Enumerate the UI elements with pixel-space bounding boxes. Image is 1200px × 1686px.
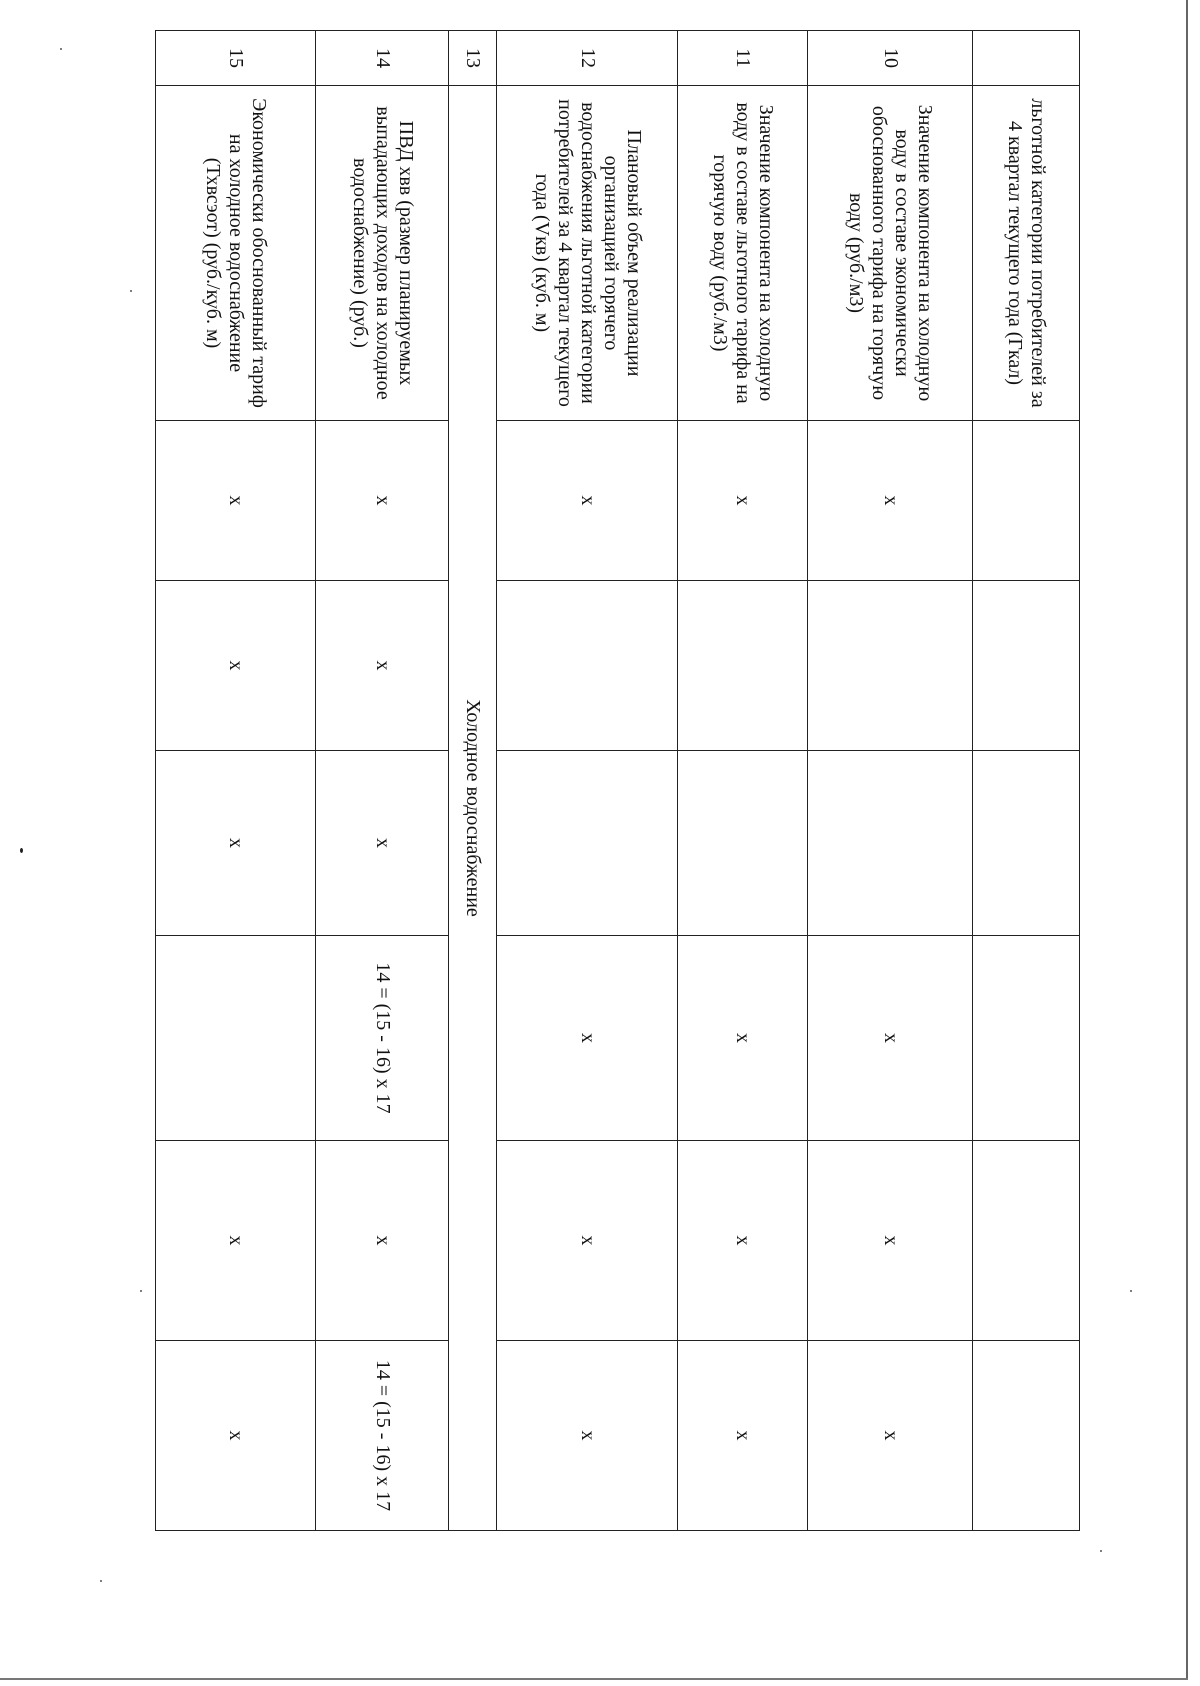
scan-speck [140, 1290, 142, 1292]
table-section-row [449, 31, 497, 1531]
table-cell: x [497, 1341, 678, 1531]
table-row [973, 31, 1080, 1531]
row-number: 14 [315, 31, 448, 86]
table-cell [973, 421, 1080, 581]
scan-speck [20, 848, 23, 853]
table-cell: x [315, 581, 448, 751]
row-number: 15 [156, 31, 316, 86]
table-cell: x [678, 1341, 808, 1531]
formula-cell: 14 = (15 - 16) x 17 [315, 936, 448, 1141]
row-number: 12 [497, 31, 678, 86]
table-cell [973, 1141, 1080, 1341]
row-number [973, 31, 1080, 86]
page-edge-right [1186, 0, 1188, 1680]
table-cell: x [156, 421, 316, 581]
table-cell: x [315, 751, 448, 936]
table-cell: x [497, 936, 678, 1141]
formula-cell: 14 = (15 - 16) x 17 [315, 1341, 448, 1531]
row-description: льготной категории потребителей за 4 квартал текущего года (Гкал) [973, 86, 1080, 421]
table-row [808, 31, 973, 1531]
row-number: 10 [808, 31, 973, 86]
table-cell: x [156, 1341, 316, 1531]
table-cell: x [808, 421, 973, 581]
table-cell: x [678, 421, 808, 581]
table-row [156, 31, 316, 1531]
table-cell: x [678, 1141, 808, 1341]
table-cell [497, 581, 678, 751]
table-cell: x [315, 421, 448, 581]
table-cell: x [678, 936, 808, 1141]
table-row [678, 31, 808, 1531]
table-cell: x [156, 1141, 316, 1341]
table-cell [973, 1341, 1080, 1531]
row-number: 11 [678, 31, 808, 86]
table-cell [973, 936, 1080, 1141]
table-cell [156, 936, 316, 1141]
row-description: Значение компонента на холодную воду в составе экономически обоснованного тарифа на горячую воду (руб./м3) [808, 86, 973, 421]
scan-speck [100, 1580, 102, 1582]
row-description: Экономически обоснованный тариф на холодное водоснабжение (Тхвсэот) (руб./куб. м) [156, 86, 316, 421]
scan-speck [130, 290, 132, 292]
table-cell [808, 581, 973, 751]
table-row [497, 31, 678, 1531]
data-table [155, 30, 1080, 1531]
page-edge-bottom [0, 1678, 1188, 1680]
table-cell: x [808, 1141, 973, 1341]
table-cell: x [497, 1141, 678, 1341]
section-title: Холодное водоснабжение [449, 86, 497, 1531]
table-cell [973, 751, 1080, 936]
table-cell: x [808, 936, 973, 1141]
table-cell: x [808, 1341, 973, 1531]
table-cell [497, 751, 678, 936]
table-cell: x [497, 421, 678, 581]
scan-speck [1130, 1290, 1132, 1292]
table-cell [678, 751, 808, 936]
table-cell [973, 581, 1080, 751]
row-description: Плановый объем реализации организацией горячего водоснабжения льготной категории потребителей за 4 квартал текущего года (Vкв) (куб. м) [497, 86, 678, 421]
table-cell [808, 751, 973, 936]
table-row [315, 31, 448, 1531]
row-number: 13 [449, 31, 497, 86]
table-cell: x [156, 581, 316, 751]
rotated-table-container [155, 30, 1080, 1530]
table-cell: x [156, 751, 316, 936]
table-cell [678, 581, 808, 751]
scan-speck [60, 48, 62, 50]
row-description: ПВД хвв (размер планируемых выпадающих доходов на холодное водоснабжение) (руб.) [315, 86, 448, 421]
table-cell: x [315, 1141, 448, 1341]
row-description: Значение компонента на холодную воду в составе льготного тарифа на горячую воду (руб./м3) [678, 86, 808, 421]
scan-speck [1100, 1550, 1102, 1552]
